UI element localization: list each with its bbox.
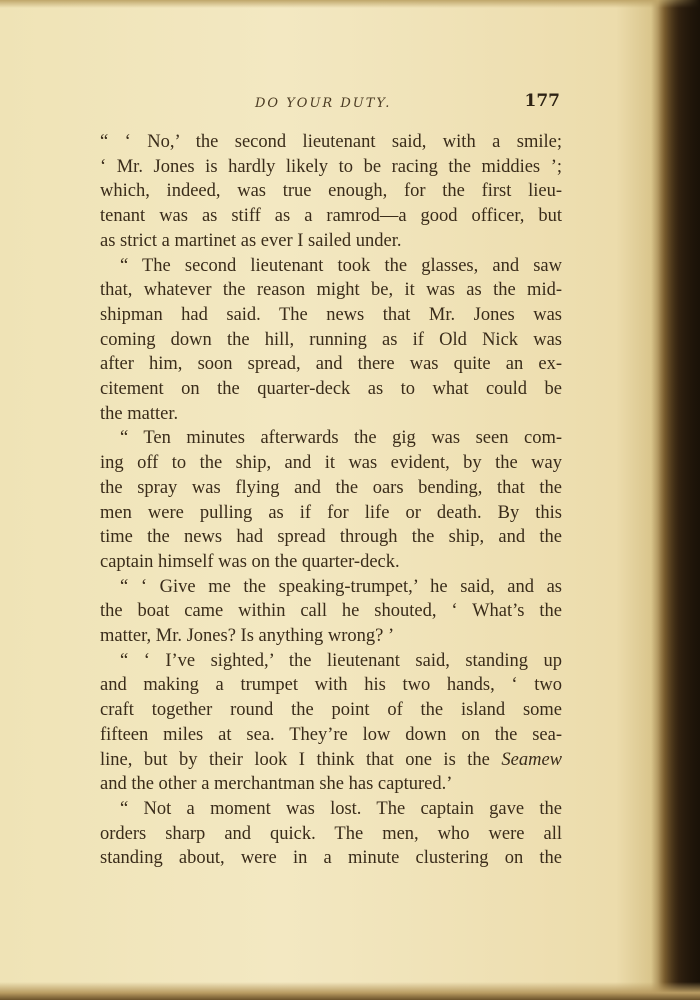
text-line: “ ‘ No,’ the second lieutenant said, with a smile;	[100, 132, 562, 152]
text-line: captain himself was on the quarter-deck.	[100, 551, 400, 572]
text-line: and the other a merchantman she has captured.’	[100, 774, 453, 795]
text-line: ‘ Mr. Jones is hardly likely to be racing the middies ’;	[100, 156, 562, 177]
text-line: the spray was flying and the oars bending, that the	[100, 477, 562, 498]
running-head	[100, 88, 562, 118]
text-line: craft together round the point of the island some	[100, 700, 562, 721]
text-line: the matter.	[100, 403, 179, 424]
text-line: after him, soon spread, and there was quite an ex-	[100, 354, 562, 375]
paragraph	[100, 130, 562, 254]
paragraph	[100, 797, 562, 871]
text-line: citement on the quarter-deck as to what could be	[100, 379, 562, 400]
text-line: ing off to the ship, and it was evident, by the way	[100, 453, 562, 474]
body-text	[100, 130, 562, 871]
paragraph	[100, 426, 562, 574]
text-line: shipman had said. The news that Mr. Jones was	[100, 304, 562, 325]
paragraph	[100, 649, 562, 797]
text-line: “ Ten minutes afterwards the gig was seen com-	[120, 428, 562, 449]
text-line: orders sharp and quick. The men, who were all	[100, 823, 562, 844]
ship-name: Seamew	[501, 749, 562, 770]
book-edge	[658, 0, 700, 1000]
text-line: as strict a martinet as ever I sailed under.	[100, 230, 402, 251]
page-content	[100, 88, 562, 871]
text-line: “ Not a moment was lost. The captain gave the	[120, 798, 562, 819]
text-line: matter, Mr. Jones? Is anything wrong? ’	[100, 626, 395, 647]
text-line: which, indeed, was true enough, for the first lieu-	[100, 181, 562, 202]
text-line: time the news had spread through the ship, and the	[100, 527, 562, 548]
running-head-title: DO YOUR DUTY.	[255, 96, 392, 111]
text-line: “ The second lieutenant took the glasses, and saw	[120, 255, 562, 276]
text-line: “ ‘ Give me the speaking-trumpet,’ he said, and as	[120, 576, 562, 597]
text-line: tenant was as stiff as a ramrod—a good officer, but	[100, 206, 562, 227]
text-line: “ ‘ I’ve sighted,’ the lieutenant said, standing up	[120, 650, 562, 671]
page-number: 177	[524, 91, 560, 111]
paragraph	[100, 254, 562, 427]
text-line: fifteen miles at sea. They’re low down on the sea-	[100, 724, 562, 745]
paragraph	[100, 575, 562, 649]
text-line-start: line, but by their look I think that one is the	[100, 749, 490, 770]
text-line: men were pulling as if for life or death. By this	[100, 502, 562, 523]
top-shadow	[0, 0, 700, 8]
text-line: and making a trumpet with his two hands, ‘ two	[100, 675, 562, 696]
text-line: that, whatever the reason might be, it was as the mid-	[100, 280, 562, 301]
text-line: the boat came within call he shouted, ‘ What’s the	[100, 601, 562, 622]
text-line: standing about, were in a minute clustering on the	[100, 848, 562, 869]
text-line: coming down the hill, running as if Old Nick was	[100, 329, 562, 350]
text-line	[100, 748, 562, 773]
bottom-shadow	[0, 982, 700, 1000]
